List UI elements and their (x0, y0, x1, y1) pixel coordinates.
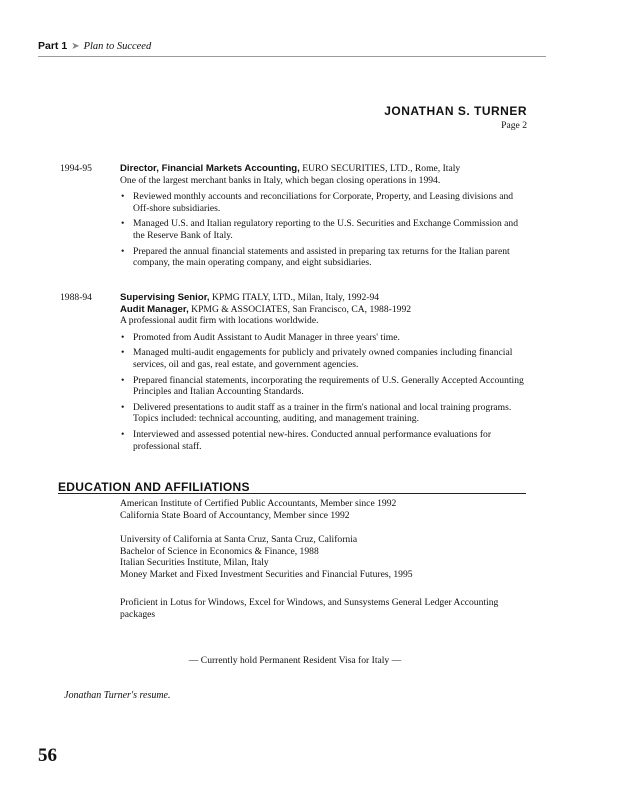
affiliations-block (120, 498, 540, 521)
job-role: Audit Manager, (120, 303, 189, 315)
job-title-line (120, 292, 530, 304)
bullet-item: • Prepared the annual financial statements and assisted in preparing tax returns for the Italian parent company, the main operating company, and eight subsidiaries. (121, 245, 510, 269)
bullet-icon: • (121, 428, 125, 440)
job-role: Supervising Senior, (120, 292, 210, 303)
bullet-icon: • (121, 347, 125, 359)
resume-name: JONATHAN S. TURNER (384, 104, 527, 118)
job-description: A professional audit firm with locations worldwide. (120, 315, 319, 327)
school-line: Italian Securities Institute, Milan, Italy (120, 557, 269, 569)
job-org: KPMG ITALY, LTD., Milan, Italy, 1992-94 (209, 292, 380, 303)
job-title-line (120, 304, 530, 316)
section-divider (58, 493, 526, 494)
section-heading-education: EDUCATION AND AFFILIATIONS (58, 480, 250, 494)
header-divider (38, 56, 546, 57)
running-header (38, 40, 151, 52)
schools-block (120, 534, 540, 580)
bullet-item: • Managed multi-audit engagements for publicly and privately owned companies including financial services, oil and gas, real estate, and government agencies. (121, 347, 513, 370)
figure-caption: Jonathan Turner's resume. (64, 690, 171, 701)
job-years: 1994-95 (60, 163, 92, 174)
bullet-item: • Delivered presentations to audit staff as a trainer in the firm's national and local training programs. Topics included: technical accounting, auditing, and management training. (121, 401, 512, 425)
affiliation-line: American Institute of Certified Public Accountants, Member since 1992 (120, 498, 397, 509)
job-description: One of the largest merchant banks in Italy, which began closing operations in 1994. (120, 174, 441, 186)
bullet-icon: • (121, 401, 125, 413)
skills-line: Proficient in Lotus for Windows, Excel for Windows, and Sunsystems General Ledger Accounting packages (120, 597, 499, 620)
bullet-icon: • (121, 191, 125, 203)
school-line: Money Market and Fixed Investment Securities and Financial Futures, 1995 (120, 568, 413, 580)
job-entry-2 (60, 292, 530, 456)
arrow-icon: ➤ (71, 41, 80, 52)
school-line: University of California at Santa Cruz, Santa Cruz, California (120, 534, 358, 545)
visa-note: — Currently hold Permanent Resident Visa for Italy — (188, 655, 402, 666)
job-role: Director, Financial Markets Accounting, (120, 163, 300, 174)
job-entry-1 (60, 163, 530, 273)
bullet-icon: • (121, 245, 125, 257)
job-title-line (120, 163, 530, 175)
job-bullets (120, 332, 530, 452)
job-bullets (120, 191, 530, 269)
bullet-icon: • (121, 374, 125, 386)
part-label: Part 1 (38, 40, 68, 52)
page-number: 56 (38, 745, 57, 766)
bullet-icon: • (121, 331, 125, 343)
affiliation-line: California State Board of Accountancy, Member since 1992 (120, 509, 350, 521)
bullet-item: • Interviewed and assessed potential new-hires. Conducted annual performance evaluations for professional staff. (121, 428, 492, 452)
school-line: Bachelor of Science in Economics & Finance, 1988 (120, 545, 319, 557)
job-years: 1988-94 (60, 292, 92, 303)
job-org: EURO SECURITIES, LTD., Rome, Italy (299, 163, 461, 174)
bullet-item: • Managed U.S. and Italian regulatory reporting to the U.S. Securities and Exchange Commission and the Reserve Bank of Italy. (121, 218, 518, 241)
resume-page-label: Page 2 (501, 120, 527, 131)
bullet-item: • Promoted from Audit Assistant to Audit Manager in three years' time. (121, 331, 400, 343)
bullet-item: • Prepared financial statements, incorporating the requirements of U.S. Generally Accepted Accounting Principles and Italian Accounting Standards. (121, 374, 524, 398)
bullet-icon: • (121, 218, 125, 230)
job-org: KPMG & ASSOCIATES, San Francisco, CA, 1988-1992 (188, 303, 412, 315)
part-title: Plan to Succeed (83, 41, 152, 52)
bullet-item: • Reviewed monthly accounts and reconciliations for Corporate, Property, and Leasing divisions and Off-shore subsidiaries. (121, 191, 514, 214)
skills-block (120, 597, 520, 620)
